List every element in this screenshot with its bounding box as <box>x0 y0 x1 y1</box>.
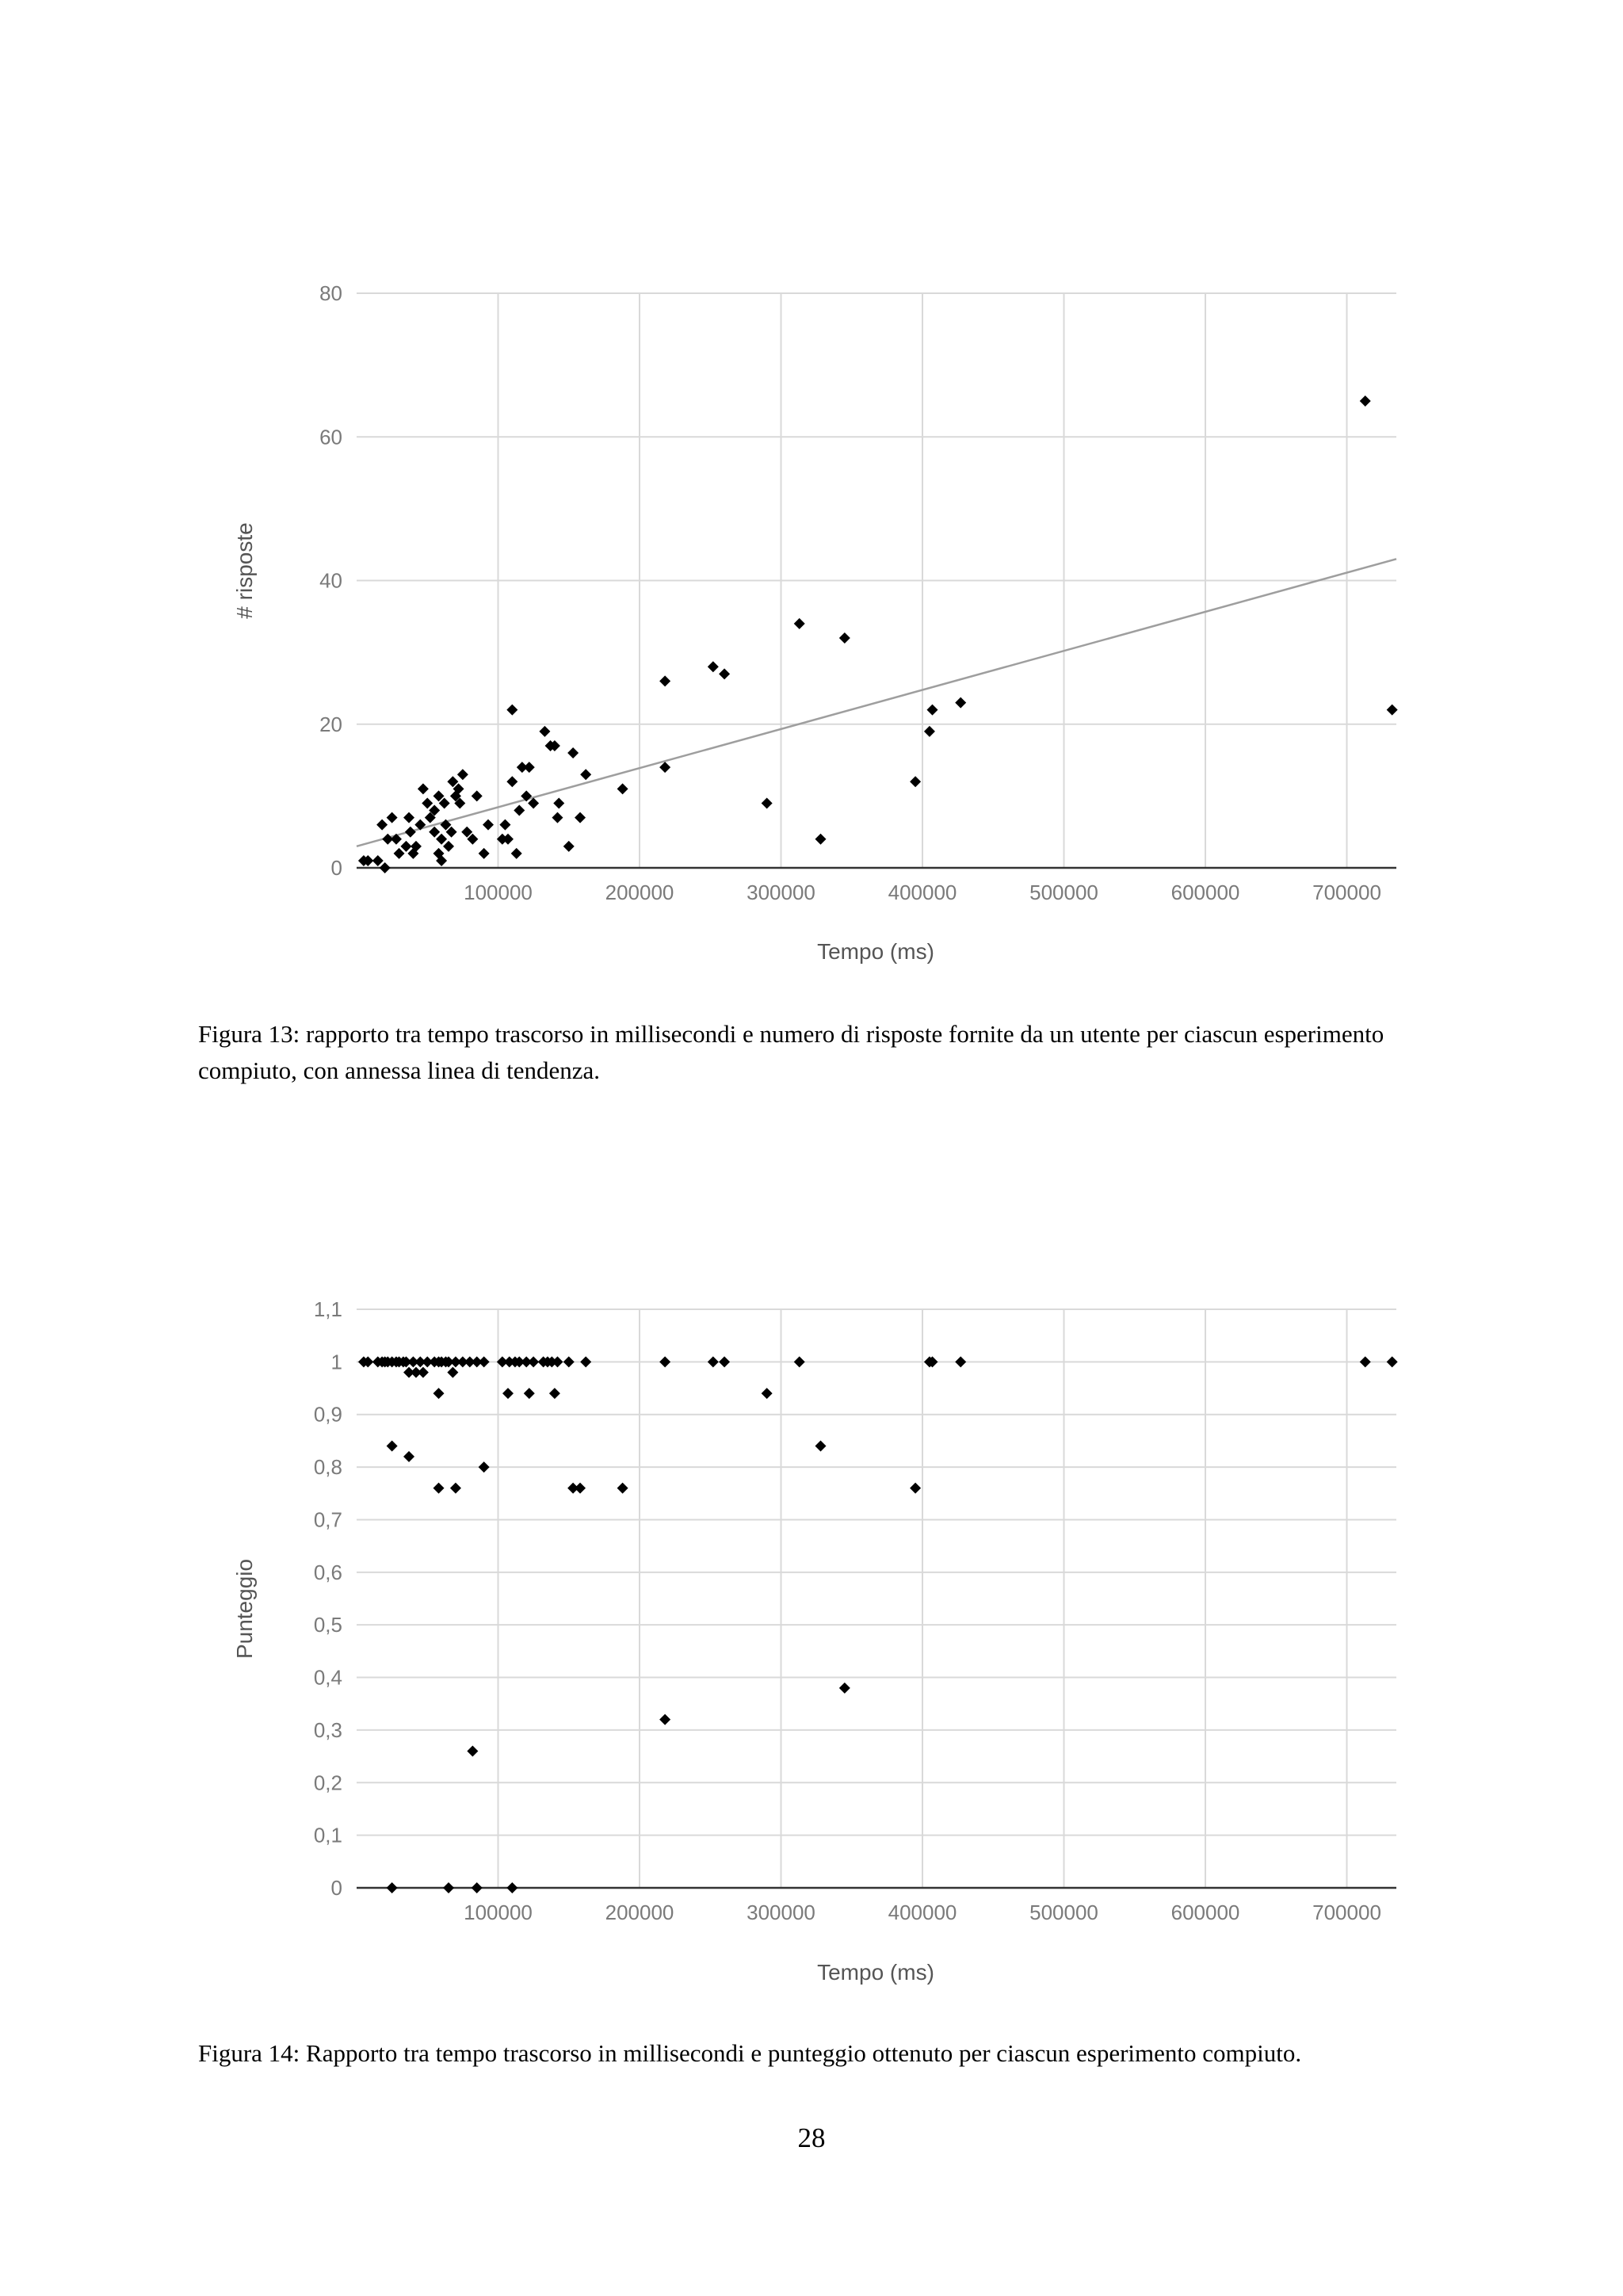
x-tick-label: 500000 <box>1029 1901 1098 1924</box>
data-point <box>910 776 921 787</box>
grid-lines <box>357 1309 1396 1888</box>
data-point <box>580 1356 591 1367</box>
data-point <box>617 1483 628 1494</box>
data-point <box>575 1483 586 1494</box>
x-tick-label: 500000 <box>1029 881 1098 904</box>
data-point <box>839 1683 850 1694</box>
data-point <box>910 1483 921 1494</box>
y-tick-label: 0,5 <box>313 1613 342 1637</box>
y-tick-label: 1,1 <box>313 1297 342 1321</box>
x-tick-label: 400000 <box>888 881 957 904</box>
data-point <box>514 805 525 816</box>
y-tick-label: 1 <box>330 1350 342 1374</box>
data-point <box>719 668 730 679</box>
y-tick-label: 80 <box>319 281 342 305</box>
data-point <box>506 705 517 716</box>
data-point <box>1360 1356 1371 1367</box>
data-point <box>815 834 826 845</box>
y-tick-labels <box>319 281 342 880</box>
data-point <box>955 1356 966 1367</box>
data-point <box>372 855 384 866</box>
data-point <box>403 1451 414 1462</box>
data-point <box>719 1356 730 1367</box>
data-point <box>502 834 514 845</box>
data-point <box>549 1388 560 1399</box>
y-tick-label: 0,9 <box>313 1402 342 1427</box>
data-point <box>567 747 579 758</box>
data-point <box>472 1882 483 1893</box>
y-tick-labels <box>314 1297 342 1900</box>
y-tick-label: 40 <box>319 568 342 593</box>
data-point <box>457 769 468 780</box>
data-point <box>708 1356 719 1367</box>
data-point <box>400 841 411 852</box>
data-point <box>659 1356 670 1367</box>
x-tick-labels <box>464 1901 1381 1924</box>
figure-13-caption: Figura 13: rapporto tra tempo trascorso in millisecondi e numero di risposte fornite da un utente per ciascun esperimento compiuto, con annessa linea di tendenza. <box>198 1020 1384 1084</box>
data-point <box>1387 1356 1398 1367</box>
data-point <box>924 726 935 737</box>
x-tick-label: 100000 <box>464 881 533 904</box>
data-point <box>839 632 850 644</box>
data-point <box>403 812 414 823</box>
y-tick-label: 60 <box>319 425 342 449</box>
data-point <box>617 783 628 794</box>
data-point <box>528 1356 539 1367</box>
data-point <box>1387 705 1398 716</box>
data-point <box>659 1714 670 1725</box>
x-tick-label: 600000 <box>1170 881 1240 904</box>
y-tick-label: 0,3 <box>313 1717 342 1742</box>
data-point <box>405 827 416 838</box>
data-point <box>502 1388 514 1399</box>
y-tick-label: 0,1 <box>313 1823 342 1847</box>
x-tick-labels <box>464 881 1381 904</box>
data-point <box>479 1461 490 1473</box>
data-point <box>524 1388 535 1399</box>
data-point <box>815 1441 826 1452</box>
data-point <box>762 797 773 808</box>
data-point <box>443 1882 454 1893</box>
data-point <box>580 769 591 780</box>
x-axis-title: Tempo (ms) <box>817 1960 934 1985</box>
y-axis-title: # risposte <box>232 522 257 619</box>
y-tick-label: 0,8 <box>313 1455 342 1480</box>
data-point <box>387 812 398 823</box>
data-point <box>418 783 429 794</box>
chart-figure-14 <box>0 1276 1623 2021</box>
data-point <box>433 1388 445 1399</box>
data-point <box>552 812 563 823</box>
x-axis-title: Tempo (ms) <box>817 939 934 964</box>
data-point <box>380 862 391 873</box>
y-tick-label: 0,6 <box>313 1560 342 1584</box>
data-point <box>659 675 670 686</box>
data-point <box>429 827 440 838</box>
x-tick-label: 300000 <box>747 1901 815 1924</box>
data-point <box>659 762 670 773</box>
x-tick-label: 700000 <box>1312 881 1381 904</box>
x-tick-label: 700000 <box>1312 1901 1381 1924</box>
data-points <box>358 395 1398 873</box>
x-tick-label: 200000 <box>605 1901 674 1924</box>
y-tick-label: 0,7 <box>313 1507 342 1532</box>
data-point <box>447 1367 458 1378</box>
data-point <box>483 819 494 831</box>
data-point <box>450 1483 461 1494</box>
data-point <box>472 790 483 801</box>
data-point <box>433 1483 445 1494</box>
y-axis-title: Punteggio <box>232 1558 257 1660</box>
page-number: 28 <box>797 2122 826 2153</box>
data-point <box>575 812 586 823</box>
data-point <box>524 762 535 773</box>
data-point <box>387 1441 398 1452</box>
chart-figure-13 <box>0 262 1623 999</box>
data-point <box>553 797 564 808</box>
data-point <box>552 1356 563 1367</box>
data-point <box>479 1356 490 1367</box>
data-point <box>387 1882 398 1893</box>
data-point <box>794 618 805 629</box>
x-tick-label: 100000 <box>464 1901 533 1924</box>
data-point <box>563 1356 575 1367</box>
data-point <box>467 1745 478 1756</box>
data-point <box>511 848 522 859</box>
y-tick-label: 0 <box>330 856 342 880</box>
data-point <box>376 819 388 831</box>
x-tick-label: 300000 <box>747 881 815 904</box>
data-point <box>436 834 447 845</box>
data-point <box>539 726 550 737</box>
y-tick-label: 0,2 <box>313 1771 342 1795</box>
data-point <box>955 697 966 709</box>
y-tick-label: 0 <box>330 1876 342 1900</box>
data-point <box>1360 395 1371 407</box>
y-tick-label: 0,4 <box>313 1665 342 1690</box>
data-point <box>794 1356 805 1367</box>
trendline <box>357 559 1396 846</box>
y-tick-label: 20 <box>319 712 342 736</box>
data-point <box>927 705 938 716</box>
data-point <box>418 1367 429 1378</box>
data-point <box>394 848 405 859</box>
data-point <box>506 1882 517 1893</box>
figure-14-caption: Figura 14: Rapporto tra tempo trascorso in millisecondi e punteggio ottenuto per ciascun esperimento compiuto. <box>198 2039 1302 2067</box>
data-point <box>762 1388 773 1399</box>
data-point <box>708 661 719 672</box>
data-point <box>563 841 575 852</box>
data-point <box>443 841 454 852</box>
data-point <box>479 848 490 859</box>
trendline-line <box>357 559 1396 846</box>
x-tick-label: 400000 <box>888 1901 957 1924</box>
data-point <box>506 776 517 787</box>
data-point <box>499 819 510 831</box>
x-tick-label: 600000 <box>1170 1901 1240 1924</box>
x-tick-label: 200000 <box>605 881 674 904</box>
data-point <box>422 797 433 808</box>
